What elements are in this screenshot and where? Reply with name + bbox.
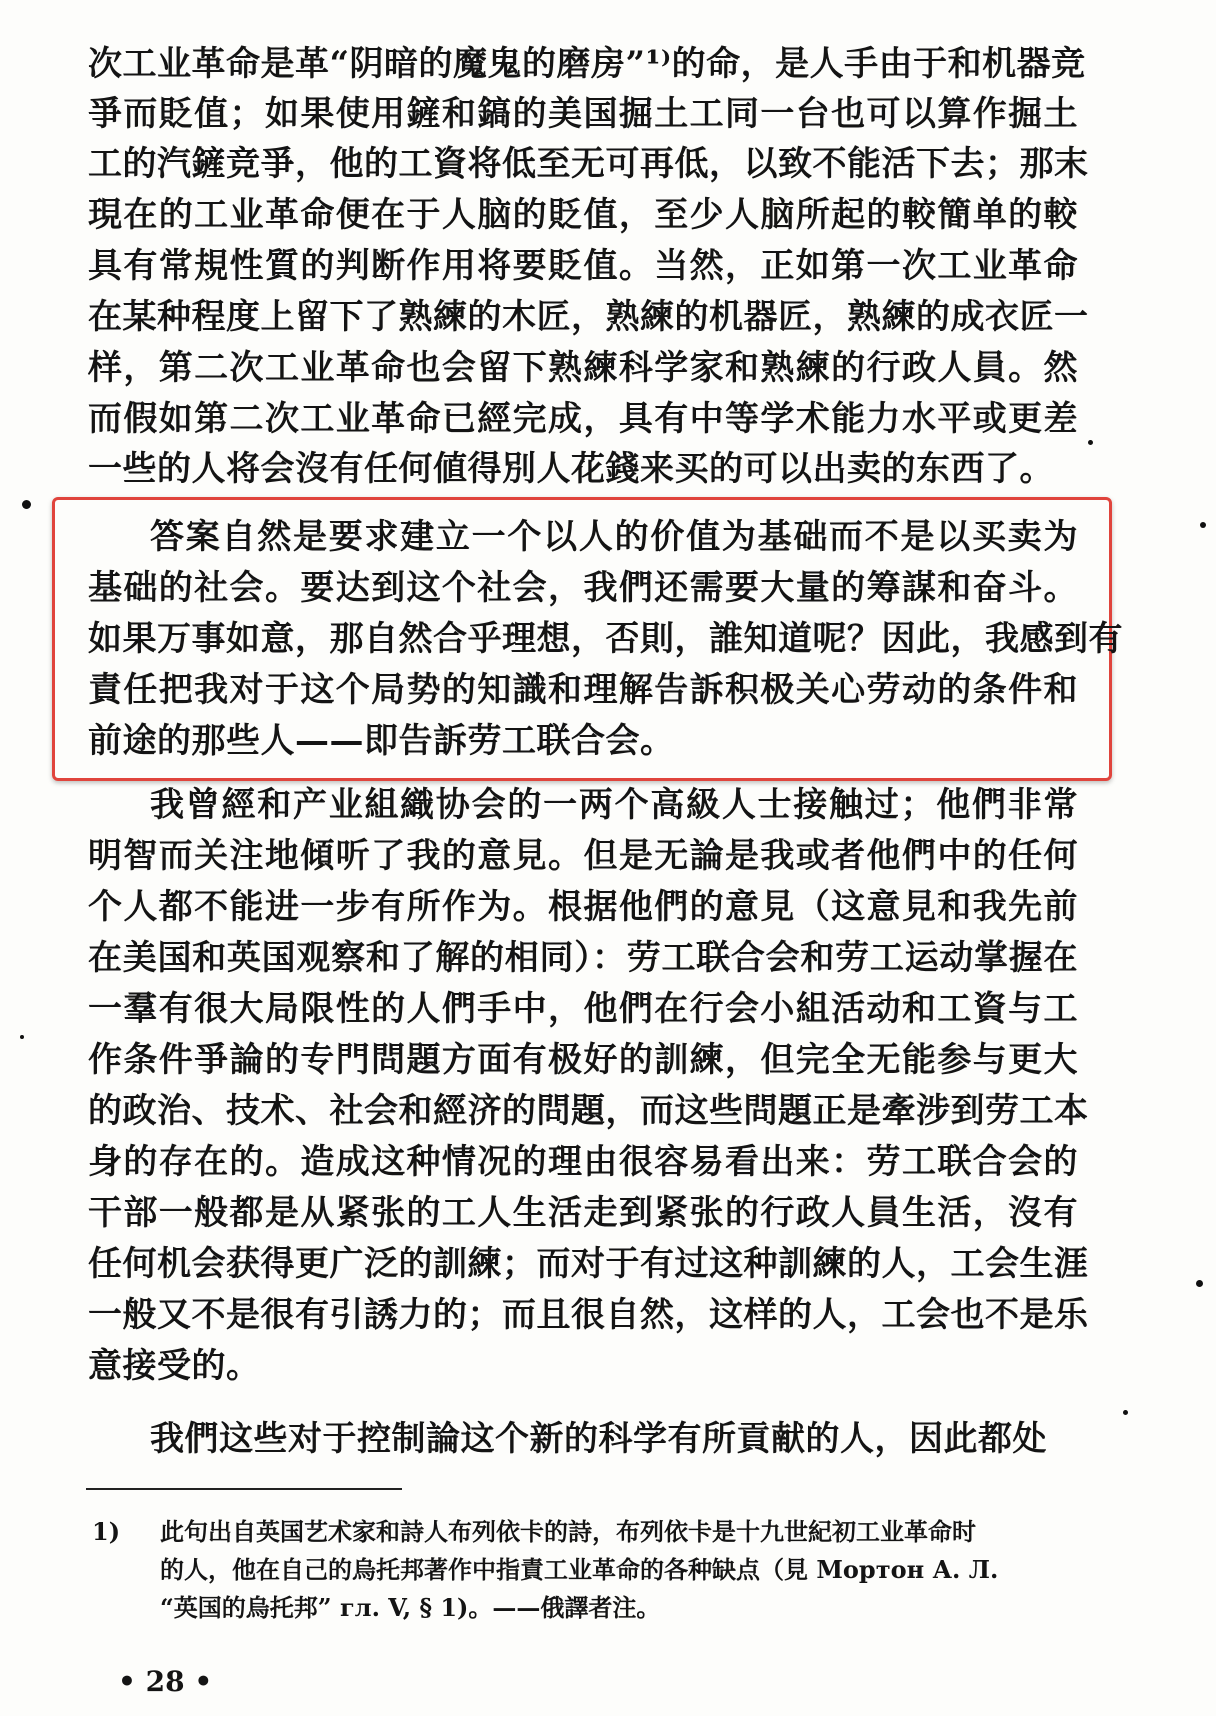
text-line: 身的存在的。造成这种情况的理由很容易看出来：劳工联合会的 <box>88 1142 1078 1182</box>
text-line: 我曾經和产业組織协会的一两个高級人士接触过；他們非常 <box>150 785 1078 825</box>
scan-speck <box>1196 1280 1203 1287</box>
text-line: 作条件爭論的专門問題方面有极好的訓練，但完全无能参与更大 <box>88 1040 1078 1080</box>
text-line: 明智而关注地傾听了我的意見。但是无論是我或者他們中的任何 <box>88 836 1078 876</box>
page-number-value: 28 <box>145 1665 185 1698</box>
highlighted-line: 答案自然是要求建立一个以人的价值为基础而不是以买卖为 <box>150 517 1078 557</box>
text-line: 的政治、技术、社会和經济的問題，而这些問題正是牽涉到劳工本 <box>88 1091 1089 1131</box>
footnote-line: 此句出自英国艺术家和詩人布列依卡的詩，布列依卡是十九世紀初工业革命时 <box>160 1517 976 1546</box>
text-line: 在美国和英国观察和了解的相同）：劳工联合会和劳工运动掌握在 <box>88 938 1078 978</box>
text-line: 在某种程度上留下了熟練的木匠，熟練的机器匠，熟練的成衣匠一 <box>88 297 1089 337</box>
text-line: 爭而貶值；如果使用鏟和鎬的美国掘土工同一台也可以算作掘土 <box>88 94 1078 134</box>
text-line: 一羣有很大局限性的人們手中，他們在行会小組活动和工資与工 <box>88 989 1078 1029</box>
scan-speck <box>1123 1410 1128 1415</box>
text-line: 干部一般都是从紧张的工人生活走到紧张的行政人員生活，沒有 <box>88 1193 1078 1233</box>
highlighted-line: 前途的那些人——即告訴劳工联合会。 <box>88 721 675 761</box>
scan-speck <box>1200 522 1206 528</box>
text-line: 意接受的。 <box>88 1346 261 1386</box>
footnote-line: 的人，他在自己的烏托邦著作中指責工业革命的各种缺点（見 Мортон А. Л. <box>160 1555 999 1584</box>
highlighted-line: 責任把我对于这个局势的知識和理解告訴积极关心劳动的条件和 <box>88 670 1078 710</box>
highlighted-line: 如果万事如意，那自然合乎理想，否則，誰知道呢？因此，我感到有 <box>88 619 1123 659</box>
scan-speck <box>1088 440 1093 445</box>
footnote-line: “英国的烏托邦” гл. V, § 1)。——俄譯者注。 <box>160 1593 661 1622</box>
text-line: 个人都不能进一步有所作为。根据他們的意見（这意見和我先前 <box>88 887 1078 927</box>
text-line: 具有常規性質的判断作用将要貶值。当然，正如第一次工业革命 <box>88 246 1078 286</box>
text-line: 工的汽鏟竞爭，他的工資将低至无可再低，以致不能活下去；那末 <box>88 144 1089 184</box>
text-line: 任何机会获得更广泛的訓練；而对于有过这种訓練的人，工会生涯 <box>88 1244 1089 1284</box>
scan-speck <box>20 1035 24 1039</box>
text-line: 現在的工业革命便在于人脑的貶值，至少人脑所起的較簡单的較 <box>88 195 1078 235</box>
footnote-rule <box>86 1488 402 1490</box>
text-line: 而假如第二次工业革命已經完成，具有中等学术能力水平或更差 <box>88 399 1078 439</box>
page-number: • 28 • <box>118 1665 213 1698</box>
text-line: 次工业革命是革“阴暗的魔鬼的磨房”¹⁾的命，是人手由于和机器竞 <box>88 44 1086 84</box>
highlighted-line: 基础的社会。要达到这个社会，我們还需要大量的筹謀和奋斗。 <box>88 568 1078 608</box>
text-line: 样，第二次工业革命也会留下熟練科学家和熟練的行政人員。然 <box>88 348 1078 388</box>
text-line: 我們这些对于控制論这个新的科学有所貢献的人，因此都处 <box>150 1419 1047 1459</box>
text-line: 一般又不是很有引誘力的；而且很自然，这样的人，工会也不是乐 <box>88 1295 1089 1335</box>
footnote-marker: 1) <box>92 1517 121 1546</box>
scan-speck <box>22 500 31 509</box>
text-line: 一些的人将会沒有任何値得別人花錢来买的可以出卖的东西了。 <box>88 449 1054 489</box>
